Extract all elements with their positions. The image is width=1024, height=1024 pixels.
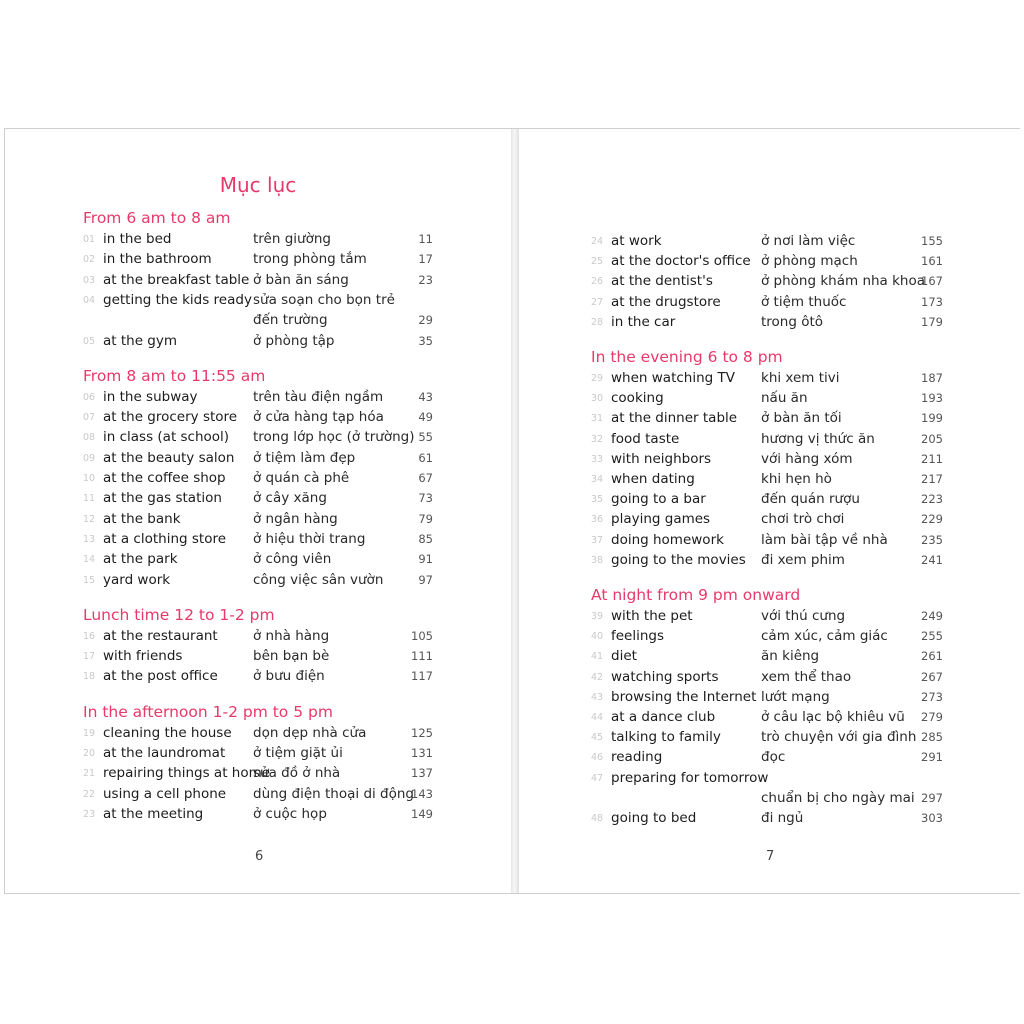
entry-vietnamese: bên bạn bè (253, 648, 330, 665)
entry-number: 20 (83, 748, 96, 759)
entry-page-number: 131 (411, 746, 433, 760)
entry-page-number: 55 (418, 430, 433, 445)
entry-english: at the gas station (103, 490, 222, 507)
entry-vietnamese: khi xem tivi (761, 370, 840, 386)
entry-page-number: 255 (921, 629, 943, 644)
entry-page-number: 211 (921, 451, 943, 466)
entry-number: 15 (83, 574, 96, 586)
entry-page-number: 223 (921, 492, 943, 507)
entry-vietnamese: trong phòng tắm (253, 251, 367, 268)
entry-vietnamese: dùng điện thoại di động (253, 785, 415, 802)
entry-english: at the breakfast table (103, 271, 250, 288)
entry-english: watching sports (611, 668, 719, 685)
book-gutter (511, 129, 518, 893)
toc-entry (591, 511, 943, 531)
page-number-left: 6 (255, 849, 264, 864)
entry-vietnamese: ở tiệm thuốc (761, 293, 847, 310)
toc-entry (591, 491, 943, 511)
entry-page-number: 73 (418, 491, 433, 506)
entry-vietnamese: ở phòng khám nha khoa (761, 273, 926, 290)
entry-vietnamese: đọc (761, 749, 786, 766)
entry-vietnamese: ở ngân hàng (253, 510, 338, 527)
entry-vietnamese: trong lớp học (ở trường) (253, 429, 415, 446)
toc-entry (591, 628, 943, 648)
entry-number: 02 (83, 254, 96, 266)
toc-entry (83, 745, 433, 765)
toc-entry (83, 429, 433, 449)
toc-entry (83, 312, 433, 332)
toc-entry (591, 689, 943, 709)
entry-page-number: 23 (418, 272, 433, 287)
entry-page-number: 167 (921, 274, 943, 289)
entry-number: 21 (83, 768, 96, 780)
toc-entry (83, 572, 433, 592)
entry-number: 25 (591, 256, 604, 268)
entry-page-number: 285 (921, 730, 943, 745)
entry-number: 44 (591, 712, 604, 723)
entry-english: at the laundromat (103, 745, 226, 761)
entry-page-number: 43 (418, 389, 433, 404)
toc-entry (591, 749, 943, 769)
entry-english: at the park (103, 551, 178, 568)
entry-number: 16 (83, 630, 96, 642)
toc-entry (591, 709, 943, 729)
toc-entry (83, 765, 433, 785)
entry-number: 37 (591, 534, 604, 546)
entry-english: at the grocery store (103, 409, 238, 426)
entry-page-number: 49 (418, 410, 433, 425)
entry-number: 06 (83, 391, 96, 403)
entry-page-number: 179 (921, 314, 943, 329)
section-heading: From 8 am to 11:55 am (83, 366, 266, 385)
entry-english: going to the movies (611, 551, 746, 568)
section-heading: At night from 9 pm onward (591, 586, 801, 604)
entry-page-number: 105 (411, 628, 433, 643)
entry-page-number: 297 (921, 790, 943, 805)
entry-vietnamese: với thú cưng (761, 608, 846, 624)
entry-vietnamese: trên giường (253, 231, 331, 247)
entry-number: 09 (83, 452, 96, 464)
entry-number: 04 (83, 294, 96, 306)
entry-english: with the pet (611, 608, 693, 624)
entry-vietnamese: đi xem phim (761, 551, 845, 568)
toc-entry (83, 333, 433, 353)
entry-page-number: 241 (921, 552, 943, 567)
entry-page-number: 229 (921, 512, 943, 527)
entry-number: 31 (591, 413, 604, 425)
entry-number: 18 (83, 671, 96, 683)
toc-entry (591, 253, 943, 273)
entry-page-number: 61 (418, 450, 433, 465)
entry-number: 30 (591, 393, 604, 405)
entry-number: 47 (591, 772, 604, 784)
entry-vietnamese: ở câu lạc bộ khiêu vũ (761, 709, 905, 725)
entry-page-number: 217 (921, 472, 943, 486)
entry-number: 07 (83, 412, 96, 424)
entry-number: 26 (591, 276, 604, 288)
toc-entry (591, 790, 943, 810)
entry-english: using a cell phone (103, 785, 227, 802)
entry-vietnamese: sửa soạn cho bọn trẻ (253, 291, 395, 308)
entry-number: 28 (591, 316, 604, 328)
entry-english: at a dance club (611, 709, 716, 725)
entry-number: 03 (83, 274, 96, 286)
entry-english: in the bed (103, 231, 172, 247)
entry-english: doing homework (611, 531, 724, 548)
entry-english: reading (611, 749, 663, 766)
toc-entry (591, 648, 943, 668)
entry-english: repairing things at home (103, 765, 271, 782)
entry-vietnamese: ở cửa hàng tạp hóa (253, 409, 384, 426)
entry-english: in the bathroom (103, 251, 212, 268)
entry-vietnamese: lướt mạng (761, 688, 830, 705)
entry-page-number: 291 (921, 750, 943, 765)
entry-number: 05 (83, 335, 96, 347)
entry-english: talking to family (611, 729, 721, 746)
entry-page-number: 149 (411, 806, 433, 821)
entry-vietnamese: ở phòng mạch (761, 253, 858, 270)
entry-english: at the drugstore (611, 293, 721, 310)
entry-english: cooking (611, 390, 664, 407)
entry-vietnamese: công việc sân vườn (253, 571, 384, 588)
section-heading: In the evening 6 to 8 pm (591, 348, 783, 366)
toc-title: Mục lục (219, 173, 297, 197)
entry-number: 22 (83, 788, 96, 800)
entry-page-number: 125 (411, 725, 433, 740)
entry-english: when dating (611, 471, 695, 487)
entry-number: 24 (591, 236, 604, 247)
entry-number: 40 (591, 631, 604, 643)
entry-vietnamese: ở tiệm làm đẹp (253, 449, 356, 466)
entry-number: 41 (591, 651, 604, 663)
entry-vietnamese: nấu ăn (761, 390, 808, 407)
entry-vietnamese: cảm xúc, cảm giác (761, 628, 888, 645)
entry-vietnamese: làm bài tập về nhà (761, 531, 888, 548)
entry-english: in the car (611, 313, 676, 330)
entry-page-number: 67 (418, 471, 433, 485)
section-heading: In the afternoon 1-2 pm to 5 pm (83, 702, 333, 721)
toc-entry (591, 410, 943, 430)
entry-vietnamese: ở bàn ăn sáng (253, 271, 349, 288)
toc-entry (591, 451, 943, 471)
entry-number: 19 (83, 727, 96, 739)
entry-vietnamese: trên tàu điện ngầm (253, 388, 384, 405)
entry-page-number: 91 (418, 552, 433, 567)
entry-vietnamese: ở bàn ăn tối (761, 410, 842, 427)
toc-entry (83, 628, 433, 648)
entry-page-number: 261 (921, 649, 943, 664)
toc-entry (83, 668, 433, 688)
entry-english: with friends (103, 648, 183, 665)
entry-number: 23 (83, 808, 96, 820)
entry-number: 45 (591, 732, 604, 744)
entry-english: in class (at school) (103, 429, 230, 446)
toc-entry (591, 471, 943, 491)
entry-number: 27 (591, 296, 604, 308)
entry-vietnamese: ở cây xăng (253, 490, 327, 507)
toc-entry (83, 251, 433, 271)
toc-entry (591, 810, 943, 830)
entry-number: 14 (83, 554, 96, 566)
entry-page-number: 267 (921, 669, 943, 684)
entry-number: 29 (591, 373, 604, 384)
toc-entry (83, 531, 433, 551)
page-number-right: 7 (766, 849, 775, 864)
entry-vietnamese: đi ngủ (761, 810, 804, 826)
entry-english: going to a bar (611, 491, 706, 508)
entry-english: at the dinner table (611, 410, 738, 427)
entry-number: 38 (591, 554, 604, 566)
entry-vietnamese: ở cuộc họp (253, 805, 327, 822)
entry-page-number: 187 (921, 371, 943, 385)
entry-page-number: 205 (921, 431, 943, 446)
entry-vietnamese: dọn dẹp nhà cửa (253, 724, 367, 741)
entry-english: at the gym (103, 332, 178, 349)
entry-english: playing games (611, 511, 711, 528)
entry-vietnamese: ở tiệm giặt ủi (253, 745, 343, 761)
entry-english: going to bed (611, 810, 697, 826)
entry-english: preparing for tomorrow (611, 769, 769, 786)
entry-vietnamese: ở công viên (253, 551, 332, 568)
entry-english: feelings (611, 628, 665, 645)
entry-page-number: 161 (921, 254, 943, 269)
entry-page-number: 155 (921, 234, 943, 248)
entry-page-number: 29 (418, 313, 433, 328)
entry-english: at the post office (103, 668, 218, 685)
section-heading: Lunch time 12 to 1-2 pm (83, 605, 275, 624)
entry-number: 08 (83, 432, 96, 444)
entry-english: at the doctor's office (611, 253, 751, 270)
toc-entry (83, 272, 433, 292)
entry-number: 17 (83, 651, 96, 663)
section-heading: From 6 am to 8 am (83, 209, 231, 227)
left-page (5, 129, 512, 893)
entry-vietnamese: ăn kiêng (761, 648, 820, 665)
toc-entry (83, 292, 433, 312)
entry-number: 01 (83, 234, 96, 245)
toc-entry (83, 648, 433, 668)
entry-vietnamese: hương vị thức ăn (761, 430, 875, 447)
entry-number: 33 (591, 453, 604, 465)
entry-english: at the bank (103, 510, 181, 527)
entry-vietnamese: ở hiệu thời trang (253, 530, 366, 547)
entry-vietnamese: đến quán rượu (761, 491, 860, 508)
entry-number: 46 (591, 752, 604, 764)
entry-vietnamese: sửa đồ ở nhà (253, 765, 341, 782)
toc-entry (591, 770, 943, 790)
entry-english: at the restaurant (103, 627, 218, 644)
entry-number: 43 (591, 691, 604, 703)
entry-page-number: 273 (921, 689, 943, 704)
entry-vietnamese: khi hẹn hò (761, 471, 832, 487)
toc-entry (83, 786, 433, 806)
entry-page-number: 79 (418, 511, 433, 526)
toc-entry (83, 551, 433, 571)
entry-number: 32 (591, 433, 604, 445)
entry-page-number: 279 (921, 710, 943, 724)
toc-entry (83, 450, 433, 470)
entry-english: browsing the Internet (611, 688, 757, 705)
entry-english: food taste (611, 430, 680, 447)
entry-page-number: 235 (921, 532, 943, 547)
entry-page-number: 249 (921, 609, 943, 623)
entry-vietnamese: trò chuyện với gia đình (761, 729, 917, 746)
entry-number: 10 (83, 473, 96, 484)
toc-entry (83, 725, 433, 745)
entry-page-number: 11 (418, 232, 433, 246)
toc-entry (591, 233, 943, 253)
entry-vietnamese: ở phòng tập (253, 332, 335, 349)
entry-page-number: 117 (411, 669, 433, 684)
right-page (518, 129, 1021, 893)
toc-entry (591, 552, 943, 572)
entry-vietnamese: ở quán cà phê (253, 470, 350, 486)
entry-english: at work (611, 233, 662, 249)
entry-page-number: 17 (418, 252, 433, 267)
toc-entry (83, 470, 433, 490)
entry-number: 36 (591, 514, 604, 526)
entry-english: at a clothing store (103, 530, 227, 547)
entry-vietnamese: đến trường (253, 312, 328, 329)
toc-entry (591, 729, 943, 749)
entry-vietnamese: xem thể thao (761, 668, 852, 685)
entry-vietnamese: chuẩn bị cho ngày mai (761, 789, 915, 806)
toc-entry (83, 511, 433, 531)
entry-english: yard work (103, 571, 171, 588)
entry-english: when watching TV (611, 370, 735, 386)
toc-entry (591, 608, 943, 628)
entry-vietnamese: ở bưu điện (253, 668, 325, 685)
entry-number: 34 (591, 474, 604, 485)
entry-english: in the subway (103, 388, 198, 405)
entry-vietnamese: với hàng xóm (761, 450, 853, 467)
entry-vietnamese: ở nhà hàng (253, 627, 330, 644)
toc-entry (591, 390, 943, 410)
entry-english: cleaning the house (103, 724, 232, 741)
toc-entry (83, 389, 433, 409)
open-book (4, 128, 1020, 894)
entry-english: at the beauty salon (103, 449, 235, 466)
toc-entry (83, 490, 433, 510)
toc-entry (83, 806, 433, 826)
entry-english: getting the kids ready (103, 291, 252, 308)
entry-vietnamese: trong ôtô (761, 313, 824, 330)
toc-entry (591, 431, 943, 451)
entry-english: at the meeting (103, 805, 204, 822)
entry-page-number: 193 (921, 391, 943, 406)
entry-number: 35 (591, 494, 604, 506)
entry-number: 39 (591, 611, 604, 622)
toc-entry (83, 409, 433, 429)
entry-page-number: 303 (921, 811, 943, 825)
entry-vietnamese: ở nơi làm việc (761, 233, 856, 249)
entry-number: 11 (83, 493, 96, 505)
entry-page-number: 85 (418, 531, 433, 546)
toc-entry (591, 532, 943, 552)
entry-page-number: 111 (411, 649, 433, 664)
entry-english: at the dentist's (611, 273, 713, 290)
toc-entry (591, 294, 943, 314)
entry-english: diet (611, 648, 637, 665)
toc-entry (591, 669, 943, 689)
entry-english: at the coffee shop (103, 470, 226, 486)
toc-entry (591, 273, 943, 293)
entry-page-number: 143 (411, 786, 433, 801)
entry-number: 42 (591, 671, 604, 683)
entry-page-number: 173 (921, 294, 943, 309)
entry-number: 12 (83, 513, 96, 525)
toc-entry (591, 370, 943, 390)
entry-vietnamese: chơi trò chơi (761, 511, 845, 528)
entry-page-number: 97 (418, 572, 433, 587)
entry-number: 13 (83, 533, 96, 545)
entry-number: 48 (591, 813, 604, 824)
entry-page-number: 35 (418, 333, 433, 348)
entry-page-number: 199 (921, 411, 943, 426)
toc-entry (83, 231, 433, 251)
entry-english: with neighbors (611, 450, 712, 467)
toc-entry (591, 314, 943, 334)
entry-page-number: 137 (411, 766, 433, 781)
